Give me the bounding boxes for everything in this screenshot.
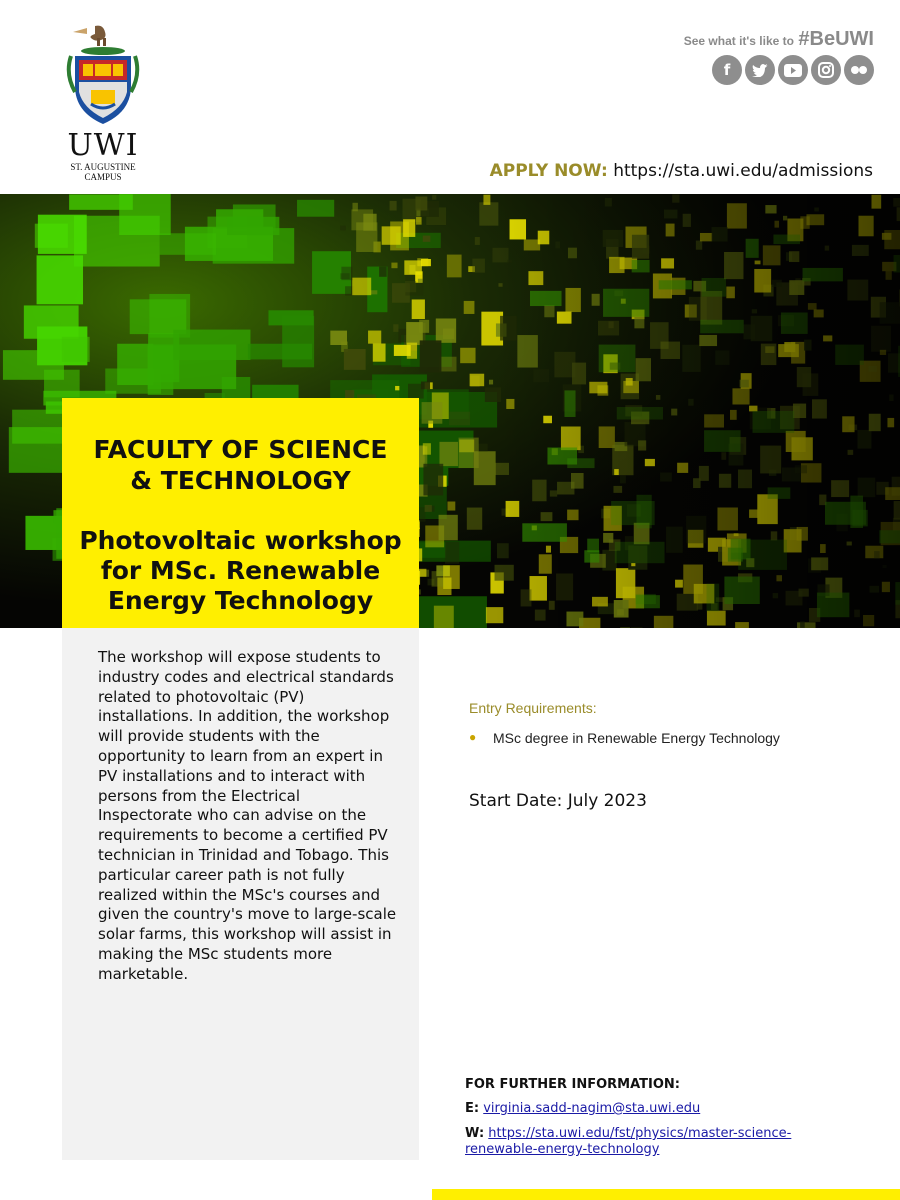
start-date: Start Date: July 2023	[469, 791, 647, 811]
entry-requirements-title: Entry Requirements:	[469, 700, 597, 716]
workshop-title-line-1: Photovoltaic workshop	[79, 526, 402, 555]
social-icons	[674, 55, 874, 85]
title-box	[62, 398, 419, 628]
list-item	[469, 730, 780, 746]
uwi-logo	[58, 24, 148, 184]
social-tagline: See what it's like to	[683, 34, 794, 48]
email-label: E:	[465, 1101, 480, 1116]
workshop-title-line-2: for MSc. Renewable	[100, 556, 381, 585]
campus-line-2: CAMPUS	[84, 172, 122, 182]
twitter-icon[interactable]	[745, 55, 775, 85]
bullet-icon: ●	[469, 730, 477, 744]
email-row	[465, 1101, 825, 1117]
workshop-description: The workshop will expose students to industry codes and electrical standards related to photovoltaic (PV) installations. In addition, the workshop will provide students with the opportunity to learn from an expert in PV installations and to interact with persons from the Electrical Inspectorate who can advise on the requirements to become a certified PV technician in Trinidad and Tobago. This particular career path is not fully realized within the MSc's courses and given the country's move to large-scale solar farms, this workshop will assist in making the MSc students more marketable.	[98, 648, 397, 983]
apply-label: APPLY NOW:	[489, 161, 608, 181]
web-link-line-1[interactable]: https://sta.uwi.edu/fst/physics/master-science-	[488, 1126, 792, 1141]
crest-icon	[65, 24, 141, 128]
faculty-title-line-1: FACULTY OF SCIENCE	[93, 435, 388, 464]
entry-requirements-list	[469, 730, 780, 746]
further-information	[465, 1077, 825, 1158]
campus-line-1: ST. AUGUSTINE	[70, 162, 136, 172]
further-info-heading: FOR FURTHER INFORMATION:	[465, 1077, 680, 1092]
web-link-line-2[interactable]: renewable-energy-technology	[465, 1142, 660, 1157]
facebook-icon[interactable]: f	[712, 55, 742, 85]
web-label: W:	[465, 1126, 485, 1141]
workshop-title	[62, 526, 419, 616]
youtube-icon[interactable]	[778, 55, 808, 85]
social-hashtag: #BeUWI	[798, 28, 874, 50]
workshop-title-line-3: Energy Technology	[107, 586, 374, 615]
apply-url[interactable]: https://sta.uwi.edu/admissions	[613, 161, 873, 181]
web-row	[465, 1126, 825, 1158]
faculty-title-line-2: & TECHNOLOGY	[130, 466, 351, 495]
flickr-icon[interactable]	[844, 55, 874, 85]
uwi-wordmark: UWI	[67, 128, 139, 163]
apply-now	[490, 161, 873, 181]
instagram-icon[interactable]	[811, 55, 841, 85]
requirement-text: MSc degree in Renewable Energy Technology	[493, 730, 780, 746]
email-link[interactable]: virginia.sadd-nagim@sta.uwi.edu	[483, 1101, 701, 1116]
social-section	[674, 28, 874, 85]
description-panel	[62, 628, 419, 1160]
bottom-accent-bar	[432, 1189, 900, 1200]
